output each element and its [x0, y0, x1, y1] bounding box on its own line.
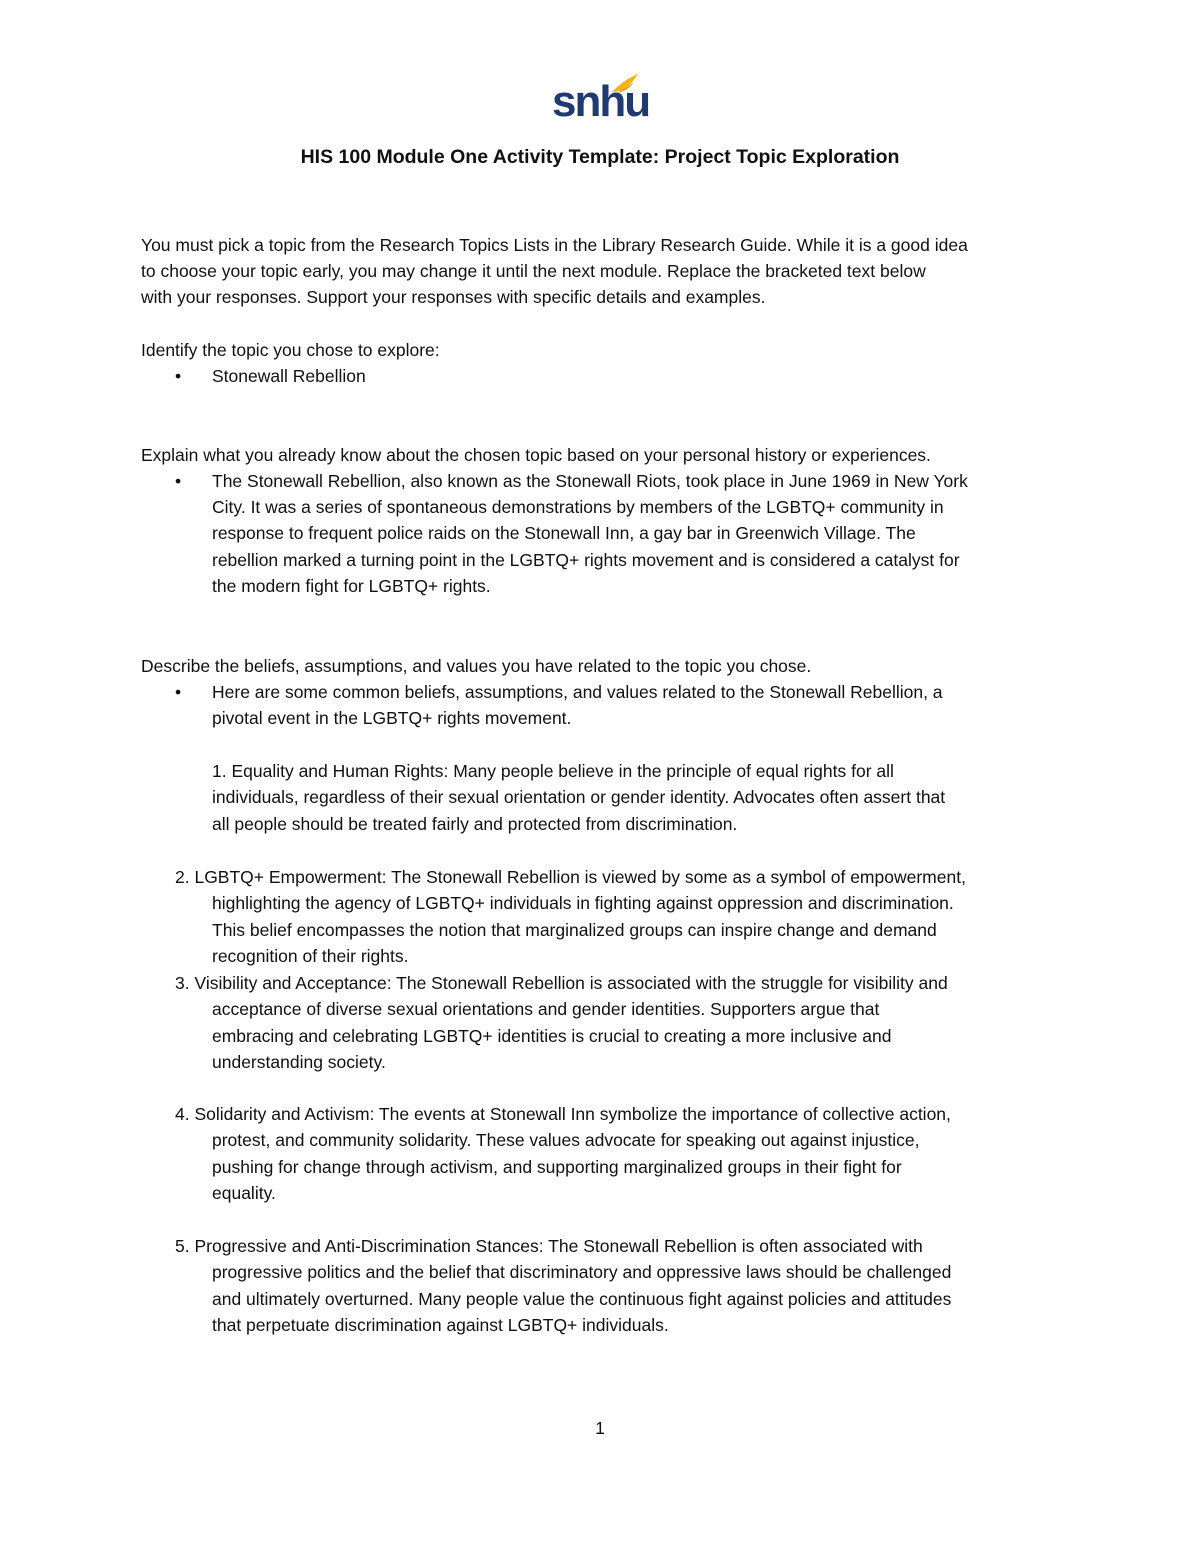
section2-bullet-line-1: The Stonewall Rebellion, also known as the Stonewall Riots, took place in June 1969 in New York [212, 471, 968, 491]
section1-prompt: Identify the topic you chose to explore: [141, 340, 440, 360]
belief-item-3-line-4: understanding society. [212, 1051, 386, 1072]
section3-bullet-line-2: pivotal event in the LGBTQ+ rights movement. [212, 708, 572, 728]
belief-item-4-line-1: 4. Solidarity and Activism: The events at Stonewall Inn symbolize the importance of collective action, [175, 1104, 951, 1124]
intro-line-1: You must pick a topic from the Research Topics Lists in the Library Research Guide. While it is a good idea [141, 235, 968, 255]
belief-item-4-line-3: pushing for change through activism, and supporting marginalized groups in their fight for [212, 1156, 902, 1177]
belief-item-2-line-2: highlighting the agency of LGBTQ+ individuals in fighting against oppression and discrimination. [212, 893, 954, 914]
section2-prompt: Explain what you already know about the chosen topic based on your personal history or experiences. [141, 445, 931, 465]
intro-line-3: with your responses. Support your responses with specific details and examples. [141, 287, 766, 307]
belief-item-2 [175, 864, 1070, 969]
belief-item-2-line-1: 2. LGBTQ+ Empowerment: The Stonewall Rebellion is viewed by some as a symbol of empowerment, [175, 867, 966, 887]
bullet-icon: • [175, 366, 182, 386]
section1-topic: Stonewall Rebellion [212, 366, 366, 386]
section3-prompt: Describe the beliefs, assumptions, and values you have related to the topic you chose. [141, 656, 812, 676]
logo-wordmark: snhu [552, 77, 650, 126]
section2-bullet-line-4: rebellion marked a turning point in the LGBTQ+ rights movement and is considered a catalyst for [212, 550, 960, 570]
belief-item-5-line-4: that perpetuate discrimination against LGBTQ+ individuals. [212, 1314, 669, 1335]
belief-item-2-line-3: This belief encompasses the notion that marginalized groups can inspire change and demand [212, 919, 937, 940]
belief-item-1-line-3: all people should be treated fairly and protected from discrimination. [212, 814, 738, 834]
belief-item-3-line-3: embracing and celebrating LGBTQ+ identities is crucial to creating a more inclusive and [212, 1025, 892, 1046]
belief-item-5-line-3: and ultimately overturned. Many people value the continuous fight against policies and attitudes [212, 1288, 952, 1309]
page-number: 1 [595, 1418, 605, 1438]
page-title: HIS 100 Module One Activity Template: Project Topic Exploration [300, 146, 900, 168]
snhu-logo [552, 72, 650, 132]
belief-item-4-line-2: protest, and community solidarity. These values advocate for speaking out against injustice, [212, 1130, 920, 1151]
bullet-icon: • [175, 471, 182, 491]
section2-bullet-line-2: City. It was a series of spontaneous demonstrations by members of the LGBTQ+ community in [212, 497, 944, 517]
belief-item-3-line-2: acceptance of diverse sexual orientations and gender identities. Supporters argue that [212, 999, 880, 1020]
belief-item-4 [175, 1101, 1070, 1206]
section3-bullet-line-1: Here are some common beliefs, assumptions, and values related to the Stonewall Rebellion, a [212, 682, 943, 702]
bullet-icon: • [175, 682, 182, 702]
belief-item-1-line-2: individuals, regardless of their sexual orientation or gender identity. Advocates often assert that [212, 787, 946, 807]
section2-bullet-line-5: the modern fight for LGBTQ+ rights. [212, 576, 491, 596]
belief-item-5 [175, 1233, 1070, 1338]
intro-line-2: to choose your topic early, you may change it until the next module. Replace the bracketed text below [141, 261, 926, 281]
belief-item-2-line-4: recognition of their rights. [212, 945, 409, 966]
belief-item-5-line-2: progressive politics and the belief that discriminatory and oppressive laws should be challenged [212, 1262, 952, 1283]
belief-item-3-line-1: 3. Visibility and Acceptance: The Stonewall Rebellion is associated with the struggle for visibility and [175, 973, 948, 993]
belief-item-1-line-1: 1. Equality and Human Rights: Many people believe in the principle of equal rights for all [212, 761, 894, 781]
belief-item-4-line-4: equality. [212, 1182, 276, 1203]
belief-item-3 [175, 970, 1070, 1075]
section2-bullet-line-3: response to frequent police raids on the Stonewall Inn, a gay bar in Greenwich Village. The [212, 523, 916, 543]
belief-item-5-line-1: 5. Progressive and Anti-Discrimination Stances: The Stonewall Rebellion is often associated with [175, 1236, 923, 1256]
